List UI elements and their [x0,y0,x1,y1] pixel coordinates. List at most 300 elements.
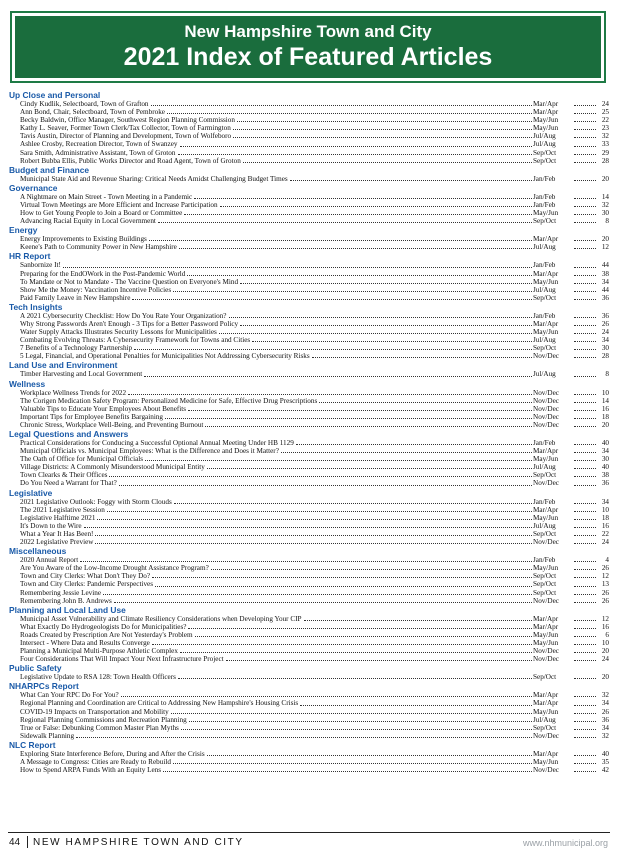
issue-label: May/Jun [533,758,559,766]
dot-leader [574,248,596,249]
index-entry [9,336,609,344]
article-title: Exploring State Interference Before, During and After the Crisis [20,749,205,758]
index-entry [9,597,609,605]
issue-label: Sep/Oct [533,723,557,732]
dot-leader [574,620,596,621]
section-heading: Governance [9,182,58,193]
issue-label: Sep/Oct [533,588,557,597]
index-entry [9,344,609,352]
issue-label: Nov/Dec [533,388,559,397]
issue-label: Jul/Aug [533,285,556,294]
dot-leader [574,535,596,536]
article-title: What a Year It Has Been! [20,529,94,538]
index-entry [9,716,609,724]
dot-leader [574,561,596,562]
dot-leader [574,444,596,445]
index-entry [9,655,609,663]
page-ref: 20 [601,673,609,682]
page-ref: 40 [601,439,609,447]
dot-leader [178,678,532,679]
issue-label: Mar/Apr [533,749,559,758]
page-ref: 28 [601,156,609,165]
issue-label: Jan/Feb [533,261,556,270]
dot-leader [151,105,532,106]
page-ref: 14 [601,192,609,201]
dot-leader [194,198,532,199]
index-entry [9,439,609,447]
issue-label: Jul/Aug [533,715,556,724]
article-title: Advancing Racial Equity in Local Government [20,217,156,226]
dot-leader [574,129,596,130]
dot-leader [97,519,532,520]
page-ref: 34 [601,497,609,506]
dot-leader [220,206,532,207]
index-entry [9,580,609,588]
article-title: Chronic Stress, Workplace Well-Being, and Preventing Burnout [20,420,204,429]
dot-leader [174,503,532,504]
article-title: Remembering John B. Andrews [20,596,112,605]
article-title: Sanbornize It! [20,261,61,270]
article-title: Sara Smith, Administrative Assistant, Town of Groton [20,148,176,157]
index-entry [9,108,609,116]
page-ref: 4 [605,556,609,565]
issue-label: Jan/Feb [533,439,556,447]
dot-leader [574,729,596,730]
index-entry [9,647,609,655]
dot-leader [574,394,596,395]
article-title: Valuable Tips to Educate Your Employees About Benefits [20,404,187,413]
masthead-banner [15,16,601,78]
page-ref: 24 [601,655,609,664]
article-title: Municipal State Aid and Revenue Sharing: Critical Needs Amidst Challenging Budget Times [20,174,288,183]
dot-leader [574,636,596,637]
article-title: 7 Benefits of a Technology Partnership [20,344,133,353]
dot-leader [240,283,532,284]
dot-leader [574,333,596,334]
dot-leader [574,349,596,350]
article-index [9,90,609,774]
index-entry [9,320,609,328]
article-title: The Oath of Office for Municipal Officials [20,455,144,464]
dot-leader [180,146,533,147]
index-entry [9,278,609,286]
page-ref: 26 [601,707,609,716]
article-title: Four Considerations That Will Impact Your Next Infrastructure Project [20,655,224,664]
article-title: 2022 Legislative Preview [20,538,94,547]
issue-label: Nov/Dec [533,538,559,547]
dot-leader [574,485,596,486]
dot-leader [574,644,596,645]
page-ref: 20 [601,235,609,244]
page-ref: 10 [601,638,609,647]
issue-label: Jul/Aug [533,243,556,252]
page-ref: 13 [601,580,609,589]
page-ref: 22 [601,116,609,125]
issue-label: Nov/Dec [533,420,559,429]
index-entry [9,639,609,647]
page-ref: 22 [601,529,609,538]
section-heading: Land Use and Environment [9,360,118,371]
issue-label: Nov/Dec [533,731,559,740]
page-ref: 44 [601,285,609,294]
dot-leader [207,755,532,756]
issue-label: May/Jun [533,638,559,647]
issue-label: May/Jun [533,277,559,286]
dot-leader [180,652,532,653]
dot-leader [211,569,532,570]
section-heading: Legislative [9,487,53,498]
index-entry [9,479,609,487]
dot-leader [95,535,532,536]
page-ref: 30 [601,344,609,353]
dot-leader [188,628,532,629]
index-entry [9,447,609,455]
issue-label: Jan/Feb [533,200,556,209]
dot-leader [574,410,596,411]
index-entry [9,522,609,530]
issue-label: Mar/Apr [533,699,559,708]
dot-leader [226,660,532,661]
index-entry [9,732,609,740]
page-ref: 26 [601,564,609,573]
page-ref: 18 [601,513,609,522]
index-entry [9,140,609,148]
dot-leader [121,696,532,697]
section-heading: Budget and Finance [9,164,90,175]
page-ref: 10 [601,388,609,397]
index-entry [9,699,609,707]
dot-leader [574,357,596,358]
issue-label: Nov/Dec [533,396,559,405]
index-entry [9,370,609,378]
dot-leader [574,763,596,764]
dot-leader [574,705,596,706]
article-title: Robert Bubba Ellis, Public Works Director and Road Agent, Town of Groton [20,156,241,165]
index-entry [9,294,609,302]
index-entry [9,405,609,413]
dot-leader [233,129,532,130]
index-entry [9,175,609,183]
dot-leader [63,267,532,268]
section-heading: Legal Questions and Answers [9,429,129,439]
article-title: Paid Family Leave in New Hampshire [20,293,131,302]
dot-leader [574,198,596,199]
dot-leader [574,240,596,241]
issue-label: Mar/Apr [533,691,559,700]
article-title: What Can Your RPC Do For You? [20,691,119,700]
dot-leader [114,602,532,603]
article-title: Cindy Kudlik, Selectboard, Town of Grafton [20,100,149,108]
index-entry [9,261,609,269]
dot-leader [290,180,532,181]
dot-leader [300,705,532,706]
dot-leader [128,394,532,395]
dot-leader [152,644,532,645]
issue-label: Sep/Oct [533,156,557,165]
dot-leader [281,452,532,453]
dot-leader [574,660,596,661]
section-heading: NHARPCs Report [9,681,79,692]
dot-leader [574,291,596,292]
dot-leader [574,602,596,603]
section-heading: Wellness [9,378,46,389]
index-entry [9,270,609,278]
page-ref: 32 [601,200,609,209]
page-ref: 24 [601,538,609,547]
dot-leader [574,468,596,469]
issue-label: Sep/Oct [533,572,557,581]
dot-leader [574,460,596,461]
index-entry [9,397,609,405]
dot-leader [574,418,596,419]
dot-leader [574,214,596,215]
page-ref: 34 [601,723,609,732]
dot-leader [574,511,596,512]
dot-leader [134,349,532,350]
index-entry [9,116,609,124]
page-ref: 16 [601,404,609,413]
article-title: Why Strong Passwords Aren't Enough - 3 Tips for a Better Password Policy [20,319,239,328]
page-ref: 12 [601,572,609,581]
footer-rule [8,832,610,833]
article-title: Workplace Wellness Trends for 2022 [20,388,127,397]
issue-label: Jul/Aug [533,336,556,345]
page-ref: 8 [605,217,609,226]
issue-label: Mar/Apr [533,108,559,117]
page-ref: 25 [601,108,609,117]
page-ref: 30 [601,455,609,464]
dot-leader [107,511,532,512]
dot-leader [149,240,532,241]
issue-label: Jul/Aug [533,370,556,379]
dot-leader [574,569,596,570]
issue-label: Sep/Oct [533,471,557,480]
issue-label: Mar/Apr [533,614,559,623]
article-title: A Message to Congress: Cities are Ready to Rebuild [20,758,171,766]
index-entry [9,286,609,294]
index-entry [9,750,609,758]
issue-label: May/Jun [533,124,559,133]
dot-leader [233,137,532,138]
issue-label: Nov/Dec [533,766,559,775]
article-title: 2020 Annual Report [20,556,79,565]
article-title: Legislative Update to RSA 128: Town Health Officers [20,673,176,682]
section-heading: HR Report [9,251,51,262]
issue-label: Jul/Aug [533,463,556,472]
dot-leader [132,299,532,300]
dot-leader [296,444,532,445]
index-entry [9,132,609,140]
dot-leader [574,476,596,477]
page-ref: 36 [601,479,609,488]
article-title: Ashlee Crosby, Recreation Director, Town of Swanzey [20,140,178,149]
dot-leader [574,771,596,772]
dot-leader [312,357,532,358]
article-title: Sidewalk Planning [20,731,75,740]
dot-leader [574,519,596,520]
dot-leader [574,267,596,268]
section-heading: Tech Insights [9,301,63,312]
page-ref: 34 [601,336,609,345]
dot-leader [574,146,596,147]
dot-leader [574,503,596,504]
article-title: How to Spend ARPA Funds With an Equity Lens [20,766,162,775]
issue-label: Sep/Oct [533,673,557,682]
dot-leader [178,154,533,155]
issue-label: Nov/Dec [533,352,559,361]
issue-label: May/Jun [533,455,559,464]
dot-leader [252,341,532,342]
issue-label: Jan/Feb [533,497,556,506]
dot-leader [145,460,532,461]
issue-label: Nov/Dec [533,647,559,656]
article-title: Becky Baldwin, Office Manager, Southwest Region Planning Commission [20,116,235,125]
article-title: Virtual Town Meetings are More Efficient and Increase Participation [20,200,218,209]
article-title: What Exactly Do Hydrogeologists Do for Municipalities? [20,622,187,631]
dot-leader [574,317,596,318]
page-ref: 20 [601,647,609,656]
page-ref: 38 [601,471,609,480]
dot-leader [195,636,532,637]
issue-label: Jul/Aug [533,521,556,530]
section-heading: Up Close and Personal [9,90,101,100]
page-ref: 32 [601,691,609,700]
page-ref: 26 [601,588,609,597]
issue-label: Jan/Feb [533,311,556,320]
index-entry [9,463,609,471]
issue-label: May/Jun [533,116,559,125]
index-entry [9,623,609,631]
dot-leader [574,594,596,595]
page-ref: 12 [601,614,609,623]
article-title: The Corigen Medication Safety Program: Personalized Medicine for Safe, Effective Drug Prescriptions [20,396,318,405]
index-entry [9,589,609,597]
index-entry [9,201,609,209]
dot-leader [155,586,532,587]
section-heading: Energy [9,225,38,236]
issue-label: Mar/Apr [533,622,559,631]
dot-leader [109,476,532,477]
dot-leader [219,333,532,334]
dot-leader [574,426,596,427]
dot-leader [574,678,596,679]
article-title: Remembering Jessie Levine [20,588,102,597]
index-entry [9,328,609,336]
page-ref: 10 [601,505,609,514]
index-entry [9,124,609,132]
article-title: Kathy L. Seaver, Former Town Clerk/Tax Collector, Town of Farmington [20,124,231,133]
index-entry [9,193,609,201]
dot-leader [574,154,596,155]
index-entry [9,352,609,360]
article-title: Legislative Halftime 2021 [20,513,96,522]
page-ref: 8 [605,370,609,379]
page-ref: 36 [601,715,609,724]
dot-leader [95,543,532,544]
dot-leader [84,527,532,528]
article-title: Town Clearks & Their Offices [20,471,108,480]
page-ref: 32 [601,731,609,740]
website-link[interactable]: www.nhmunicipal.org [522,838,608,848]
footer-divider [27,836,28,848]
page-ref: 12 [601,243,609,252]
issue-label: Sep/Oct [533,580,557,589]
issue-label: Nov/Dec [533,596,559,605]
page-ref: 20 [601,420,609,429]
article-title: Village Districts: A Commonly Misunderstood Municipal Entity [20,463,205,472]
dot-leader [144,376,532,377]
dot-leader [189,721,532,722]
article-title: Keene's Path to Community Power in New Hampshire [20,243,177,252]
issue-label: May/Jun [533,328,559,337]
section-heading: Public Safety [9,663,62,674]
index-entry [9,673,609,681]
page-ref: 29 [601,148,609,157]
issue-label: Nov/Dec [533,479,559,488]
issue-label: Mar/Apr [533,235,559,244]
dot-leader [574,105,596,106]
article-title: The 2021 Legislative Session [20,505,105,514]
dot-leader [80,561,532,562]
dot-leader [574,299,596,300]
issue-label: Mar/Apr [533,269,559,278]
article-title: Ann Bond, Chair, Selectboard, Town of Pembroke [20,108,165,117]
issue-label: Mar/Apr [533,447,559,456]
page-ref: 24 [601,100,609,108]
index-entry [9,691,609,699]
page-ref: 36 [601,293,609,302]
article-title: Practical Considerations for Conducing a Successful Optional Annual Meeting Under HB 1129 [20,439,294,447]
article-title: A 2021 Cybersecurity Checklist: How Do You Rate Your Organization? [20,311,227,320]
dot-leader [158,222,532,223]
index-entry [9,564,609,572]
page-ref: 16 [601,622,609,631]
issue-label: Jan/Feb [533,174,556,183]
dot-leader [229,317,533,318]
article-title: Water Supply Attacks Illustrates Security Lessons for Municipalities [20,328,217,337]
index-title: 2021 Index of Featured Articles [123,43,493,71]
article-title: Show Me the Money: Vaccination Incentive Policies [20,285,172,294]
article-title: True or False: Debunking Common Master Plan Myths [20,723,179,732]
page-ref: 34 [601,447,609,456]
dot-leader [243,162,532,163]
index-entry [9,615,609,623]
article-title: Intersect - Where Data and Results Converge [20,638,150,647]
issue-label: Jan/Feb [533,192,556,201]
dot-leader [167,113,532,114]
index-entry [9,312,609,320]
dot-leader [574,283,596,284]
page-ref: 35 [601,758,609,766]
page-ref: 24 [601,328,609,337]
dot-leader [574,755,596,756]
dot-leader [188,410,532,411]
article-title: Town and City Clerks: What Don't They Do? [20,572,151,581]
page-ref: 40 [601,749,609,758]
dot-leader [319,402,532,403]
masthead-title: New Hampshire Town and City [184,22,432,41]
dot-leader [76,737,532,738]
article-title: Town and City Clerks: Pandemic Perspectives [20,580,154,589]
dot-leader [173,291,532,292]
page-ref: 6 [605,630,609,639]
page-ref: 40 [601,463,609,472]
article-title: Timber Harvesting and Local Government [20,370,143,379]
article-title: Preparing for the EndOWork in the Post-Pandemic World [20,269,186,278]
issue-label: Nov/Dec [533,655,559,664]
page-ref: 38 [601,269,609,278]
article-title: It's Down to the Wire [20,521,82,530]
